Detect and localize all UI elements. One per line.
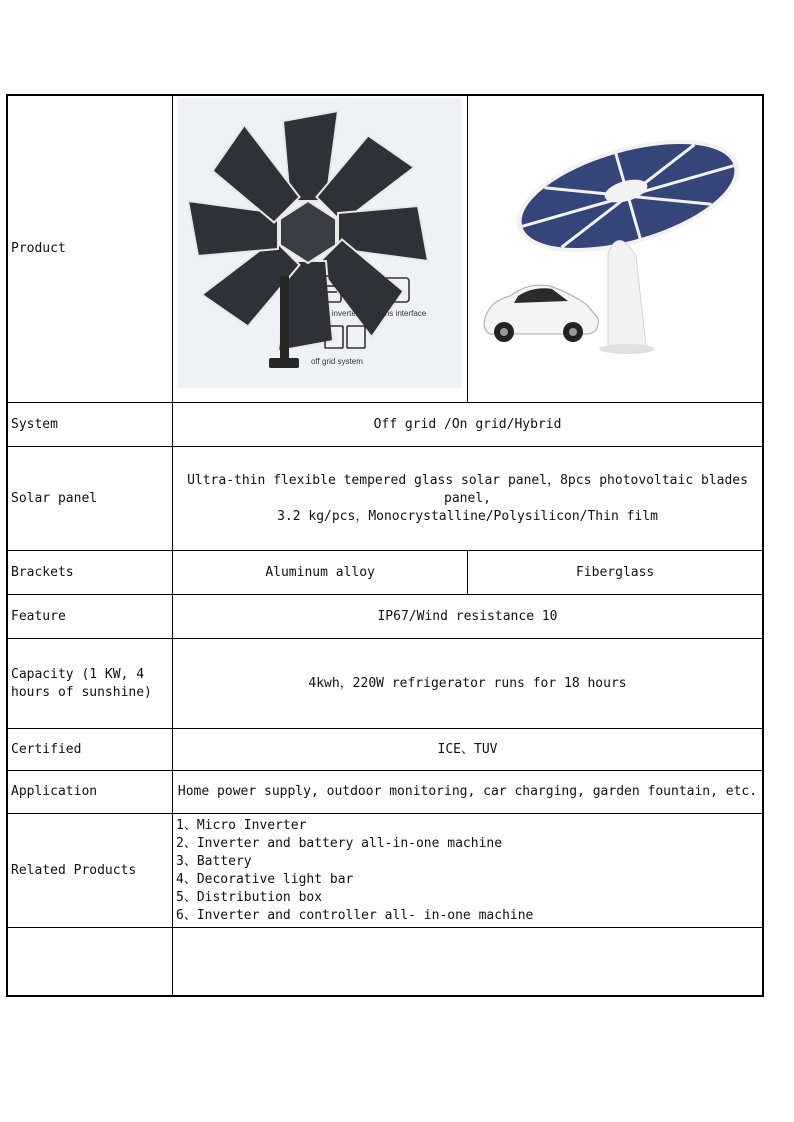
solar-panel-value-line-2: 3.2 kg/pcs，Monocrystalline/Polysilicon/Thin film (277, 508, 658, 524)
certified-label: Certified (7, 729, 173, 771)
empty-value-cell (173, 928, 764, 996)
row-system (7, 403, 763, 447)
solar-flower-dark-image (173, 96, 467, 402)
related-product-item: 3、Battery (176, 853, 252, 869)
row-certified (7, 729, 763, 771)
product-image-cell-2 (468, 95, 763, 403)
related-products-list (173, 814, 764, 928)
product-label: Product (7, 95, 173, 403)
feature-label: Feature (7, 595, 173, 639)
solar-flower-dark-illustration (173, 96, 467, 402)
solar-umbrella-car-image (468, 96, 762, 402)
brackets-value-left: Aluminum alloy (173, 551, 468, 595)
capacity-label-line-2: hours of sunshine) (11, 684, 152, 700)
solar-panel-value (173, 447, 764, 551)
row-related-products (7, 814, 763, 928)
related-product-item: 2、Inverter and battery all-in-one machine (176, 835, 503, 851)
capacity-value: 4kwh，220W refrigerator runs for 18 hours (173, 639, 764, 729)
row-brackets (7, 551, 763, 595)
row-application (7, 771, 763, 814)
related-product-item: 1、Micro Inverter (176, 817, 307, 833)
brackets-label: Brackets (7, 551, 173, 595)
solar-umbrella-car-illustration (468, 96, 760, 402)
brackets-value-right: Fiberglass (468, 551, 763, 595)
product-image-cell-1 (173, 95, 468, 403)
related-products-label: Related Products (7, 814, 173, 928)
micro-inverter-caption: Micro inverter (310, 309, 359, 318)
system-value: Off grid /On grid/Hybrid (173, 403, 764, 447)
empty-label-cell (7, 928, 173, 996)
application-value: Home power supply, outdoor monitoring, car charging, garden fountain, etc. (173, 771, 764, 814)
row-feature (7, 595, 763, 639)
row-product (7, 95, 763, 403)
off-grid-system-caption: off grid system (311, 357, 363, 366)
capacity-label (7, 639, 173, 729)
solar-panel-label: Solar panel (7, 447, 173, 551)
certified-value: ICE、TUV (173, 729, 764, 771)
mains-interface-caption: Mains interface (372, 309, 427, 318)
row-empty (7, 928, 763, 996)
row-solar-panel (7, 447, 763, 551)
row-capacity (7, 639, 763, 729)
related-product-item: 4、Decorative light bar (176, 871, 354, 887)
related-product-item: 5、Distribution box (176, 889, 323, 905)
system-label: System (7, 403, 173, 447)
capacity-label-line-1: Capacity (1 KW, 4 (11, 666, 145, 682)
solar-panel-value-line-1: Ultra-thin flexible tempered glass solar panel，8pcs photovoltaic blades panel, (187, 472, 748, 506)
application-label: Application (7, 771, 173, 814)
feature-value: IP67/Wind resistance 10 (173, 595, 764, 639)
related-product-item: 6、Inverter and controller all- in-one machine (176, 907, 534, 923)
product-spec-table (6, 94, 764, 997)
